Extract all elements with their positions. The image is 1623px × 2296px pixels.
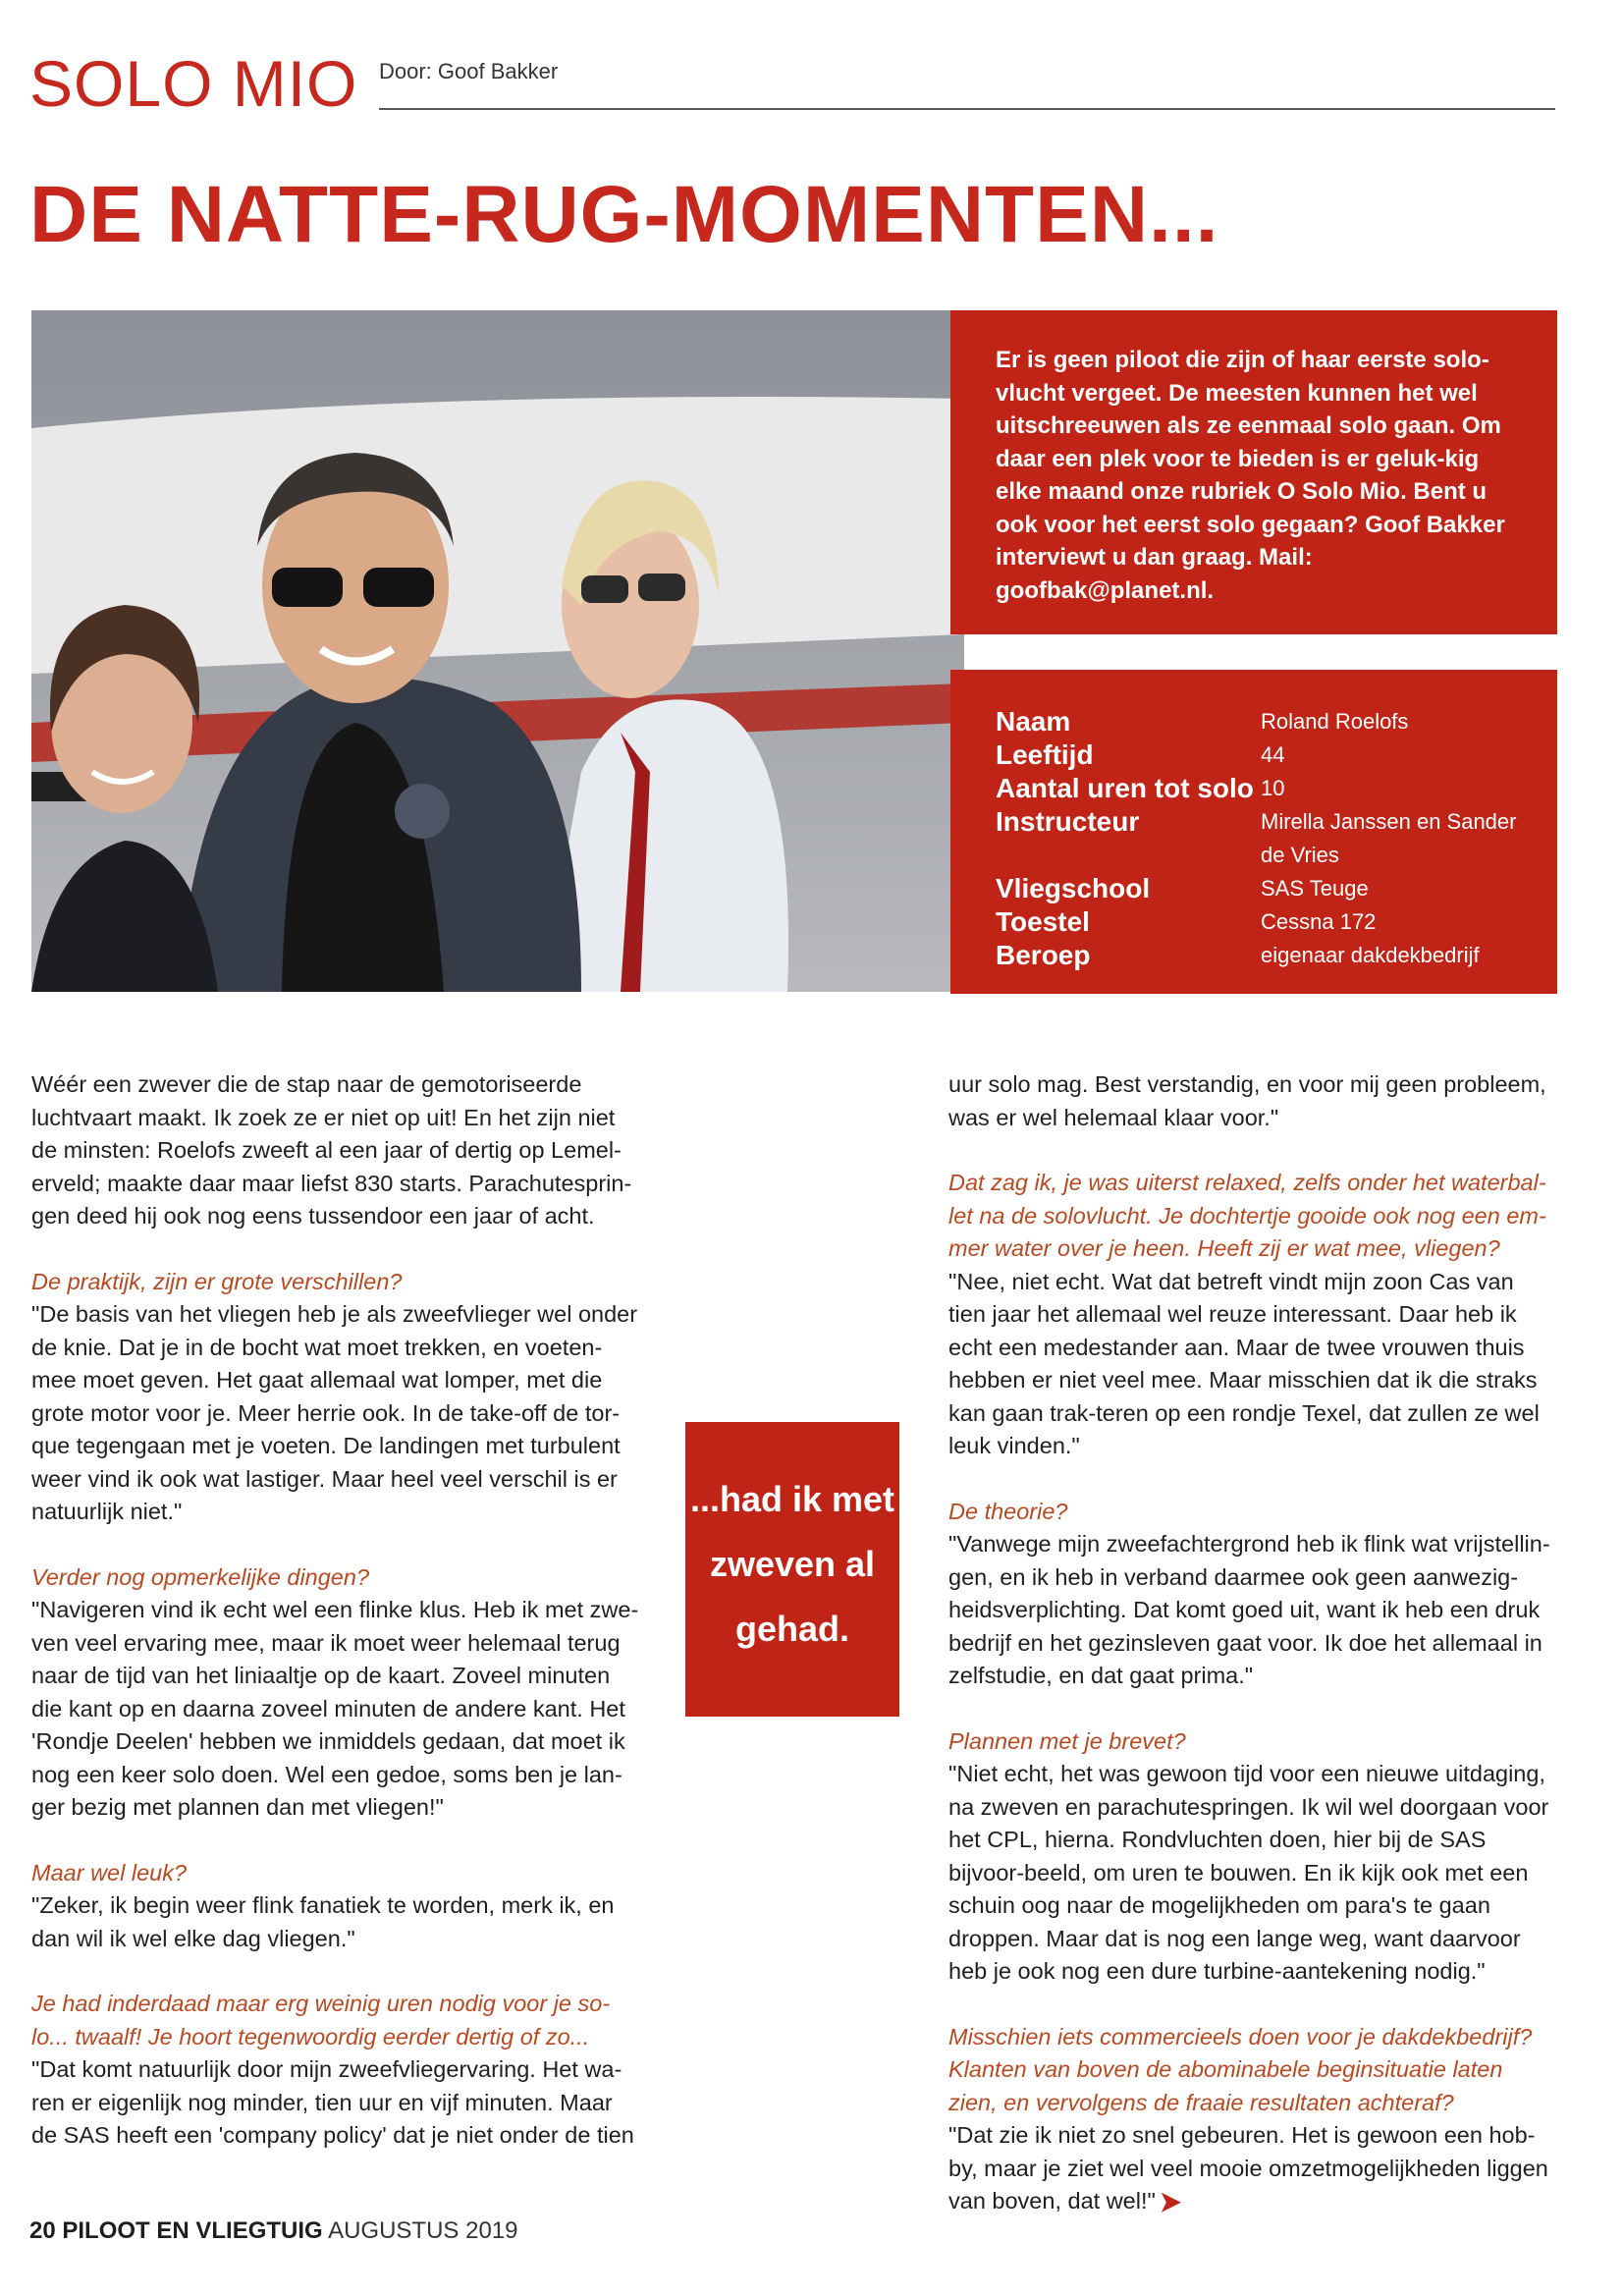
fact-label: Naam [996,706,1071,737]
question: De praktijk, zijn er grote verschillen? [31,1268,403,1294]
headline: DE NATTE-RUG-MOMENTEN... [29,170,1219,259]
answer [948,2119,1557,2218]
left-column [31,1068,642,2153]
fact-label: Aantal uren tot solo [996,773,1254,803]
fact-value: Mirella Janssen en Sander de Vries [1261,809,1517,867]
facts-box [950,670,1557,994]
answer: "Dat komt natuurlijk door mijn zweefvliegervaring. Het wa-ren er eigenlijk nog minder, tien uur en vijf minuten. Maar de SAS heeft een 'company policy' dat je niet onder de tien [31,2056,634,2148]
answer: "Vanwege mijn zweefachtergrond heb ik flink wat vrijstellin-gen, en ik heb in verband daarmee ook geen aanwezig-heidsverplichting. Dat komt goed uit, want ik heb een druk bedrijf en het gezinsleven gaat voor. Ik doe het allemaal in zelfstudie, en dat gaat prima." [948,1531,1550,1688]
question: Misschien iets commercieels doen voor je dakdekbedrijf? Klanten van boven de abominabele beginsituatie laten zien, en vervolgens de fraaie resultaten achteraf? [948,2023,1533,2115]
fact-row [996,905,1528,939]
question: Verder nog opmerkelijke dingen? [31,1563,370,1590]
pull-quote: ...had ik met zweven al gehad. [685,1422,899,1717]
article-photo [31,310,964,992]
fact-value: SAS Teuge [1261,876,1369,901]
fact-value: eigenaar dakdekbedrijf [1261,943,1480,967]
intro-box [950,310,1557,634]
page-number: 20 [29,2217,56,2244]
fact-value: Roland Roelofs [1261,709,1409,734]
byline: Door: Goof Bakker [379,59,559,83]
fact-value: 44 [1261,742,1285,767]
intro-text: Er is geen piloot die zijn of haar eerste solo-vlucht vergeet. De meesten kunnen het wel uitschreeuwen als ze eenmaal solo gaan. Om daar een plek voor te bieden is er geluk-kig elke maand onze rubriek O Solo Mio. Bent u ook voor het eerst solo gegaan? Goof Bakker interviewt u dan graag. Mail: goofbak@planet.nl. [996,347,1505,604]
fact-row [996,705,1528,738]
answer: "De basis van het vliegen heb je als zweefvlieger wel onder de knie. Dat je in de bocht wat moet trekken, en voeten-mee moet geven. Het gaat allemaal wat lomper, met die grote motor voor je. Meer herrie ook. In de take-off de tor-que tegengaan met je voeten. De landingen met turbulent weer vind ik ook wat lastiger. Maar heel veel verschil is er natuurlijk niet." [31,1301,638,1524]
issue-date: AUGUSTUS 2019 [328,2217,518,2244]
fact-label: Vliegschool [996,873,1151,903]
fact-label: Instructeur [996,806,1140,837]
magazine-name: PILOOT EN VLIEGTUIG [62,2217,323,2244]
answer: "Zeker, ik begin weer flink fanatiek te worden, merk ik, en dan wil ik wel elke dag vliegen." [31,1892,615,1951]
continued-paragraph: uur solo mag. Best verstandig, en voor mij geen probleem, was er wel helemaal klaar voor." [948,1071,1546,1130]
question: De theorie? [948,1498,1068,1524]
header-divider [379,108,1555,110]
page-footer [29,2217,517,2245]
answer: "Navigeren vind ik echt wel een flinke klus. Heb ik met zwe-ven veel ervaring mee, maar ik moet weer helemaal terug naar de tijd van het liniaaltje op de kaart. Zoveel minuten die kant op en daarna zoveel minuten de andere kant. Het 'Rondje Deelen' hebben we inmiddels gedaan, dat moet ik nog een keer solo doen. Wel een gedoe, soms ben je lan-ger bezig met plannen dan met vliegen!" [31,1597,639,1820]
fact-label: Toestel [996,906,1090,937]
fact-label: Beroep [996,940,1091,970]
answer: "Niet echt, het was gewoon tijd voor een nieuwe uitdaging, na zweven en parachutespringen. Ik wil wel doorgaan voor het CPL, hierna. Rondvluchten doen, hier bij de SAS bijvoor-beeld, om uren te bouwen. En ik kijk ook met een schuin oog naar de mogelijkheden om para's te gaan droppen. Maar dat is nog een lange weg, want daarvoor heb je ook nog een dure turbine-aantekening nodig." [948,1761,1549,1984]
fact-value: 10 [1261,776,1285,800]
fact-row [996,738,1528,772]
right-column [948,1068,1557,2218]
answer: "Nee, niet echt. Wat dat betreft vindt mijn zoon Cas van tien jaar het allemaal wel reuze interessant. Daar heb ik echt een medestander aan. Maar de twee vrouwen thuis hebben er niet veel mee. Maar misschien dat ik die straks kan gaan trak-teren op een rondje Texel, dat zullen ze wel leuk vinden." [948,1268,1540,1458]
fact-row [996,805,1528,872]
end-mark-icon [1162,2193,1181,2213]
question: Maar wel leuk? [31,1859,188,1886]
lead-paragraph: Wéér een zwever die de stap naar de gemotoriseerde luchtvaart maakt. Ik zoek ze er niet op uit! En het zijn niet de minsten: Roelofs zweeft al een jaar of dertig op Lemel-erveld; maakte daar maar liefst 830 starts. Parachutesprin-gen deed hij ook nog eens tussendoor een jaar of acht. [31,1071,632,1229]
section-label: SOLO MIO [29,47,358,120]
fact-value: Cessna 172 [1261,909,1377,934]
question: Dat zag ik, je was uiterst relaxed, zelfs onder het waterbal-let na de solovlucht. Je dochtertje gooide ook nog een em-mer water over je heen. Heeft zij er wat mee, vliegen? [948,1170,1546,1261]
question: Plannen met je brevet? [948,1727,1186,1754]
fact-row [996,939,1528,972]
question: Je had inderdaad maar erg weinig uren nodig voor je so-lo... twaalf! Je hoort tegenwoordig eerder dertig of zo... [31,1991,611,2050]
fact-row [996,772,1528,805]
fact-label: Leeftijd [996,739,1094,770]
fact-row [996,872,1528,905]
answer-text: "Dat zie ik niet zo snel gebeuren. Het is gewoon een hob-by, maar je ziet wel veel mooie omzetmogelijkheden liggen van boven, dat wel!" [948,2122,1548,2214]
